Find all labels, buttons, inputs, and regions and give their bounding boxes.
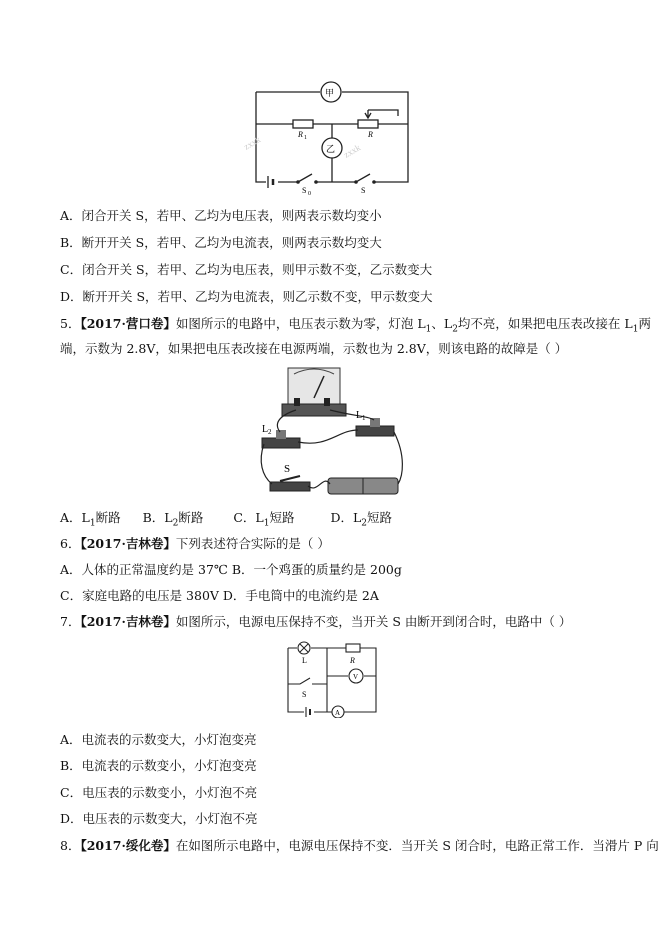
- watermark-right: zxxk: [342, 142, 363, 160]
- q7-source-tag: 【2017·吉林卷】: [80, 614, 176, 629]
- q6-stem: [60, 536, 330, 552]
- q4-option-c: C．闭合开关 S，若甲、乙均为电压表，则甲示数不变，乙示数变大: [60, 262, 433, 277]
- q5-option-d: D．L: [330, 510, 362, 525]
- q5-stem-line2: 端，示数为 2.8V，如果把电压表改接在电源两端，示数也为 2.8V，则该电路的故障是（ ）: [60, 341, 568, 356]
- q5-sub-3: 1: [632, 324, 639, 335]
- fig2-l2-sub: 2: [268, 428, 272, 436]
- s0-sub: 0: [308, 191, 311, 195]
- q5-text-a: 如图所示的电路中，电压表示数为零，灯泡 L: [175, 316, 426, 331]
- q5-option-d-sub: 2: [361, 518, 368, 529]
- meter-jia-label: 甲: [325, 88, 335, 98]
- q5-option-c-text: 短路: [269, 510, 295, 525]
- q5-number: 5．: [60, 316, 81, 331]
- fig3-v-label: V: [353, 673, 359, 681]
- q5-text-b: 、L: [431, 316, 453, 331]
- q6-text: 下列表述符合实际的是（ ）: [175, 536, 330, 551]
- q7-stem: [60, 614, 571, 630]
- q8-source-tag: 【2017·绥化卷】: [80, 838, 176, 853]
- q5-option-c: C．L: [233, 510, 264, 525]
- apparatus-figure: [258, 366, 408, 498]
- q5-source-tag: 【2017·营口卷】: [80, 316, 176, 331]
- circuit-figure-3: [282, 640, 382, 718]
- q5-option-c-sub: 1: [263, 518, 270, 529]
- fig2-s-label: S: [284, 463, 291, 475]
- q8-stem: [60, 838, 659, 854]
- q5-text-c: 均不亮，如果把电压表改接在 L: [457, 316, 633, 331]
- q5-sub-2: 2: [452, 324, 458, 335]
- fig3-l-label: L: [302, 656, 307, 665]
- q7-option-c: C．电压表的示数变小，小灯泡不亮: [60, 785, 258, 800]
- q5-option-a-text: 断路: [95, 510, 121, 525]
- q5-options: [60, 510, 392, 532]
- fig2-l1-sub: 1: [362, 414, 366, 422]
- q5-option-b-text: 断路: [178, 510, 204, 525]
- fig3-r-label: R: [350, 656, 355, 665]
- q5-stem-line1: [60, 316, 651, 338]
- q5-option-d-text: 短路: [367, 510, 393, 525]
- q5-option-b-sub: 2: [172, 518, 179, 529]
- r1-sub: 1: [304, 135, 307, 141]
- q7-option-a: A．电流表的示数变大，小灯泡变亮: [60, 732, 257, 747]
- s0-label: S: [302, 186, 307, 195]
- q7-text: 如图所示，电源电压保持不变，当开关 S 由断开到闭合时，电路中（ ）: [175, 614, 572, 629]
- q6-source-tag: 【2017·吉林卷】: [80, 536, 176, 551]
- q6-options-ab: A．人体的正常温度约是 37℃ B．一个鸡蛋的质量约是 200g: [60, 562, 402, 577]
- q7-option-d: D．电压表的示数变大，小灯泡不亮: [60, 811, 258, 826]
- q6-number: 6．: [60, 536, 81, 551]
- r-label: R: [368, 130, 373, 139]
- q7-option-b: B．电流表的示数变小，小灯泡变亮: [60, 758, 257, 773]
- circuit-figure-1: [238, 80, 418, 195]
- q4-option-a: A．闭合开关 S，若甲、乙均为电压表，则两表示数均变小: [60, 208, 382, 223]
- q5-sub-1: 1: [425, 324, 432, 335]
- fig3-a-label: A: [335, 709, 341, 717]
- fig2-l2-label: L: [262, 424, 269, 435]
- q7-number: 7．: [60, 614, 81, 629]
- q4-option-b: B．断开开关 S，若甲、乙均为电流表，则两表示数均变大: [60, 235, 382, 250]
- q5-option-a-sub: 1: [89, 518, 96, 529]
- r1-label: R: [298, 130, 303, 139]
- q5-option-b: B．L: [142, 510, 173, 525]
- s-label: S: [361, 186, 366, 195]
- meter-yi-label: 乙: [326, 144, 336, 154]
- q5-text-d: 两: [638, 316, 651, 331]
- fig2-l1-label: L: [356, 410, 363, 421]
- q5-option-a: A．L: [60, 510, 90, 525]
- q8-number: 8．: [60, 838, 81, 853]
- watermark-left: zxxk: [242, 134, 263, 152]
- q6-options-cd: C．家庭电路的电压是 380V D．手电筒中的电流约是 2A: [60, 588, 379, 603]
- q8-text: 在如图所示电路中，电源电压保持不变．当开关 S 闭合时，电路正常工作．当滑片 P 向: [175, 838, 659, 853]
- q4-option-d: D．断开开关 S，若甲、乙均为电流表，则乙示数不变，甲示数变大: [60, 289, 433, 304]
- fig3-s-label: S: [302, 690, 307, 699]
